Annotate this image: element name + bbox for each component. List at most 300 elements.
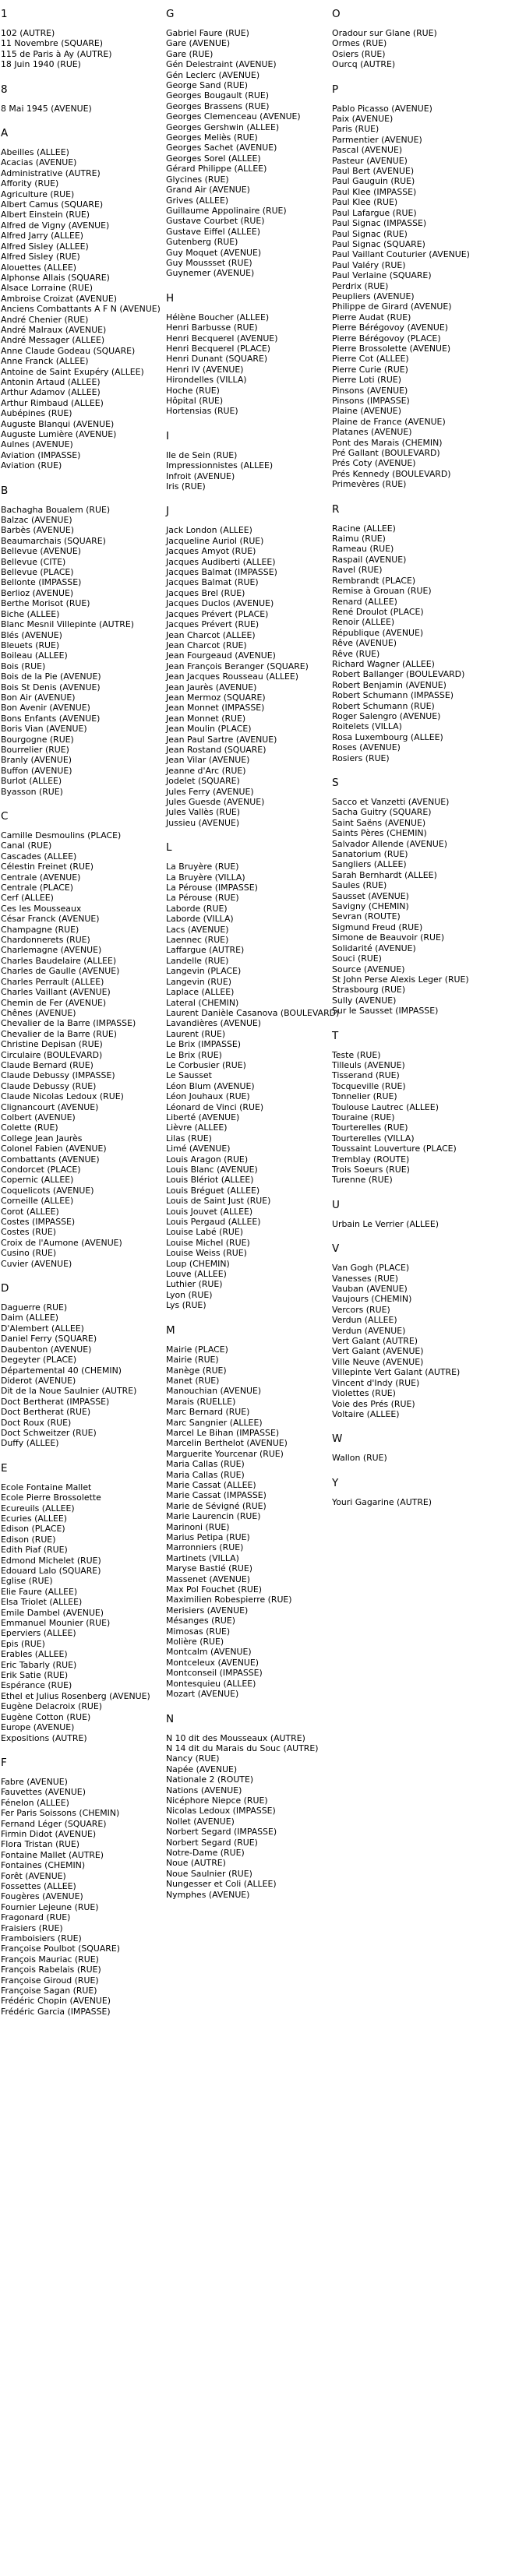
- street-entry: Byasson (RUE): [1, 786, 63, 797]
- street-entry: Pablo Picasso (AVENUE): [332, 103, 432, 114]
- street-entry: Henri Barbusse (RUE): [166, 322, 258, 333]
- street-entry: Affority (RUE): [1, 178, 59, 189]
- street-entry: Le Brix (IMPASSE): [166, 1039, 242, 1050]
- street-entry: Dit de la Noue Saulnier (AUTRE): [1, 1386, 137, 1397]
- street-entry: Emile Dambel (AVENUE): [1, 1607, 104, 1618]
- street-entry: Marc Sangnier (ALLEE): [166, 1417, 263, 1428]
- street-entry: Bois (RUE): [1, 661, 46, 671]
- street-entry: Berthe Morisot (RUE): [1, 598, 90, 609]
- street-entry: Flora Tristan (RUE): [1, 1839, 80, 1850]
- street-entry: Paul Verlaine (SQUARE): [332, 270, 432, 281]
- street-entry: Guy Moussset (RUE): [166, 257, 252, 268]
- street-entry: Framboisiers (RUE): [1, 1933, 82, 1943]
- street-entry: Noue (AUTRE): [166, 1858, 226, 1869]
- letter-section: [166, 1324, 330, 1700]
- street-entry: Chemin de Fer (AVENUE): [1, 997, 107, 1008]
- street-entry: Duffy (ALLEE): [1, 1438, 59, 1449]
- street-entry: Pierre Loti (RUE): [332, 375, 401, 386]
- street-entry: N 10 dit des Mousseaux (AUTRE): [166, 1732, 305, 1743]
- street-entry: Cascades (ALLEE): [1, 851, 77, 862]
- street-entry: 8 Mai 1945 (AVENUE): [1, 103, 92, 114]
- street-entry: Louis Blériot (ALLEE): [166, 1175, 254, 1186]
- street-list: [166, 28, 330, 279]
- letter-section: [1, 1757, 165, 2017]
- street-entry: Jean Monnet (IMPASSE): [166, 703, 265, 714]
- street-entry: Jean Mermoz (SQUARE): [166, 692, 266, 703]
- letter-section: [332, 1030, 519, 1186]
- street-entry: Jean Jaurès (AVENUE): [166, 682, 257, 692]
- street-entry: Raspail (AVENUE): [332, 554, 407, 565]
- street-entry: Anciens Combattants A F N (AVENUE): [1, 304, 161, 315]
- letter-section: [332, 503, 519, 763]
- street-entry: Rosiers (RUE): [332, 752, 390, 763]
- street-entry: Doct Bertherat (IMPASSE): [1, 1396, 110, 1407]
- index-column: [330, 8, 519, 2030]
- street-entry: Ambroise Croizat (AVENUE): [1, 293, 117, 304]
- street-entry: Raimu (RUE): [332, 534, 386, 544]
- street-entry: Bons Enfants (AVENUE): [1, 713, 101, 724]
- section-letter-heading: R: [332, 502, 340, 516]
- street-entry: Nationale 2 (ROUTE): [166, 1774, 254, 1785]
- street-entry: La Bruyère (VILLA): [166, 872, 245, 883]
- street-entry: Fontaines (CHEMIN): [1, 1860, 86, 1871]
- letter-section: [332, 777, 519, 1017]
- street-entry: Sangliers (ALLEE): [332, 859, 407, 870]
- letter-section: [166, 292, 330, 417]
- street-entry: Louis Pergaud (ALLEE): [166, 1217, 261, 1228]
- street-entry: Mimosas (RUE): [166, 1626, 231, 1637]
- street-entry: Souci (RUE): [332, 953, 382, 964]
- street-entry: St John Perse Alexis Leger (RUE): [332, 974, 469, 985]
- street-entry: Paul Signac (IMPASSE): [332, 218, 427, 229]
- street-entry: Christine Depisan (RUE): [1, 1039, 103, 1050]
- street-entry: Paix (AVENUE): [332, 114, 394, 125]
- letter-section: [1, 1282, 165, 1449]
- street-entry: Iris (RUE): [166, 481, 206, 492]
- section-letter-heading: L: [166, 841, 172, 855]
- street-entry: Costes (IMPASSE): [1, 1217, 76, 1228]
- street-entry: Jacques Brel (RUE): [166, 587, 245, 598]
- street-entry: Robert Benjamin (AVENUE): [332, 679, 447, 690]
- street-entry: 11 Novembre (SQUARE): [1, 38, 104, 49]
- street-entry: Bois de la Pie (AVENUE): [1, 671, 101, 682]
- section-letter-heading: 1: [1, 8, 8, 20]
- street-entry: Alphonse Allais (SQUARE): [1, 272, 110, 283]
- street-entry: Max Pol Fouchet (RUE): [166, 1584, 262, 1595]
- street-entry: Chevalier de la Barre (IMPASSE): [1, 1018, 136, 1029]
- street-entry: André Chenier (RUE): [1, 314, 89, 325]
- street-entry: Guillaume Appolinaire (RUE): [166, 205, 287, 216]
- street-entry: Centrale (PLACE): [1, 883, 73, 893]
- street-entry: Firmin Didot (AVENUE): [1, 1828, 97, 1839]
- street-entry: Aviation (RUE): [1, 460, 62, 471]
- street-entry: Guynemer (AVENUE): [166, 268, 255, 279]
- street-entry: Pré Gallant (BOULEVARD): [332, 448, 440, 459]
- street-entry: Oradour sur Glane (RUE): [332, 28, 437, 38]
- street-entry: Administrative (AUTRE): [1, 167, 101, 178]
- street-entry: Bellevue (CITE): [1, 556, 66, 567]
- street-entry: Louise Michel (RUE): [166, 1237, 250, 1248]
- street-entry: Plaine (AVENUE): [332, 406, 401, 417]
- street-entry: Grives (ALLEE): [166, 195, 229, 206]
- street-entry: Gabriel Faure (RUE): [166, 28, 249, 38]
- index-column: [0, 8, 165, 2030]
- street-entry: Limé (AVENUE): [166, 1144, 231, 1154]
- street-entry: Lilas (RUE): [166, 1133, 212, 1144]
- street-entry: Pierre Audat (RUE): [332, 312, 411, 322]
- street-entry: Laborde (VILLA): [166, 914, 234, 925]
- street-entry: Léonard de Vinci (RUE): [166, 1101, 264, 1112]
- street-entry: George Sand (RUE): [166, 80, 248, 91]
- street-entry: Infroit (AVENUE): [166, 470, 235, 481]
- street-entry: Trois Soeurs (RUE): [332, 1165, 410, 1175]
- letter-section: [1, 1462, 165, 1743]
- street-entry: Epis (RUE): [1, 1638, 45, 1649]
- street-entry: Saules (RUE): [332, 880, 387, 891]
- letter-section: [166, 1713, 330, 1901]
- letter-section: [1, 127, 165, 471]
- street-entry: Mairie (RUE): [166, 1355, 219, 1366]
- street-entry: Pascal (AVENUE): [332, 145, 403, 156]
- street-entry: Marinoni (RUE): [166, 1521, 230, 1532]
- street-entry: Edith Piaf (RUE): [1, 1545, 68, 1556]
- street-entry: Tonnelier (RUE): [332, 1091, 397, 1102]
- street-entry: Paul Gauguin (RUE): [332, 176, 415, 187]
- street-entry: Jules Vallès (RUE): [166, 807, 241, 818]
- street-entry: Vercors (RUE): [332, 1304, 390, 1315]
- street-entry: 115 de Paris à Ay (AUTRE): [1, 48, 112, 59]
- street-entry: Départemental 40 (CHEMIN): [1, 1365, 122, 1376]
- street-entry: Lavandières (AVENUE): [166, 1018, 262, 1029]
- street-entry: Fabre (AVENUE): [1, 1776, 68, 1787]
- street-entry: Paul Vaillant Couturier (AVENUE): [332, 249, 470, 260]
- street-entry: Corot (ALLEE): [1, 1206, 59, 1217]
- street-entry: Violettes (RUE): [332, 1388, 396, 1399]
- street-entry: Remise à Grouan (RUE): [332, 586, 432, 597]
- street-entry: Rêve (AVENUE): [332, 638, 397, 649]
- street-entry: Jacques Amyot (RUE): [166, 546, 256, 557]
- street-entry: Nations (AVENUE): [166, 1785, 242, 1795]
- street-entry: Gare (RUE): [166, 48, 214, 59]
- street-entry: François Mauriac (RUE): [1, 1954, 99, 1965]
- street-entry: Laborde (RUE): [166, 903, 228, 914]
- street-entry: Fénelon (ALLEE): [1, 1797, 69, 1808]
- street-entry: Turenne (RUE): [332, 1175, 393, 1186]
- street-entry: Jeanne d'Arc (RUE): [166, 765, 246, 776]
- street-entry: Beaumarchais (SQUARE): [1, 535, 106, 546]
- street-entry: Maria Callas (RUE): [166, 1459, 245, 1470]
- street-entry: Lacs (AVENUE): [166, 924, 229, 935]
- street-entry: Philippe de Girard (AVENUE): [332, 301, 452, 312]
- street-entry: Vaujours (CHEMIN): [332, 1294, 412, 1305]
- street-entry: Pierre Bérégovoy (AVENUE): [332, 322, 449, 333]
- street-entry: César Franck (AVENUE): [1, 914, 100, 925]
- street-entry: Prés Coty (AVENUE): [332, 458, 416, 469]
- street-entry: Loup (CHEMIN): [166, 1258, 230, 1269]
- street-entry: Simone de Beauvoir (RUE): [332, 932, 445, 943]
- section-letter-heading: P: [332, 83, 339, 96]
- street-entry: Expositions (AUTRE): [1, 1732, 87, 1743]
- street-entry: Gén Leclerc (AVENUE): [166, 69, 260, 80]
- street-entry: Emmanuel Mounier (RUE): [1, 1618, 111, 1629]
- street-entry: Montceleux (AVENUE): [166, 1657, 259, 1668]
- street-entry: Hortensias (RUE): [166, 406, 238, 417]
- street-entry: Georges Brassens (RUE): [166, 100, 270, 111]
- street-entry: La Pérouse (IMPASSE): [166, 883, 258, 893]
- street-entry: Wallon (RUE): [332, 1453, 387, 1464]
- street-entry: Fougères (AVENUE): [1, 1891, 83, 1902]
- street-list: [166, 1344, 330, 1700]
- street-entry: Fragonard (RUE): [1, 1912, 71, 1923]
- street-entry: Tourterelles (VILLA): [332, 1133, 415, 1144]
- section-letter-heading: T: [332, 1029, 339, 1042]
- street-entry: Grand Air (AVENUE): [166, 185, 250, 196]
- street-entry: Plaine de France (AVENUE): [332, 416, 446, 427]
- street-entry: Léon Blum (AVENUE): [166, 1080, 255, 1091]
- street-entry: Nungesser et Coli (ALLEE): [166, 1879, 277, 1890]
- street-entry: Hôpital (RUE): [166, 396, 224, 406]
- letter-section: [166, 841, 340, 1311]
- street-entry: Laffargue (AUTRE): [166, 945, 245, 956]
- street-entry: Jean François Beranger (SQUARE): [166, 661, 309, 671]
- street-entry: Marie Cassat (ALLEE): [166, 1479, 256, 1490]
- street-entry: Molière (RUE): [166, 1637, 224, 1647]
- street-entry: Vincent d'Indy (RUE): [332, 1377, 420, 1388]
- street-entry: Voie des Prés (RUE): [332, 1398, 415, 1409]
- street-entry: Alsace Lorraine (RUE): [1, 283, 93, 294]
- street-entry: Paul Bert (AVENUE): [332, 166, 415, 177]
- street-entry: François Rabelais (RUE): [1, 1965, 101, 1975]
- street-entry: Tilleuls (AVENUE): [332, 1059, 405, 1070]
- street-entry: Le Corbusier (RUE): [166, 1059, 246, 1070]
- street-entry: Massenet (AVENUE): [166, 1573, 251, 1584]
- street-entry: Louis de Saint Just (RUE): [166, 1196, 271, 1207]
- street-entry: Roger Salengro (AVENUE): [332, 710, 441, 721]
- street-entry: Corneille (ALLEE): [1, 1196, 74, 1207]
- street-list: [1, 1302, 165, 1449]
- street-entry: Robert Schumann (IMPASSE): [332, 690, 454, 701]
- street-entry: Canal (RUE): [1, 840, 52, 851]
- street-list: [332, 104, 519, 490]
- street-entry: Jean Monnet (RUE): [166, 713, 246, 724]
- street-entry: Montconseil (IMPASSE): [166, 1668, 263, 1679]
- street-list: [332, 1453, 519, 1463]
- street-entry: Antonin Artaud (ALLEE): [1, 376, 101, 387]
- street-entry: Hélène Boucher (ALLEE): [166, 312, 270, 322]
- street-entry: Hirondelles (VILLA): [166, 375, 247, 386]
- street-entry: Claude Debussy (RUE): [1, 1080, 97, 1091]
- section-letter-heading: 8: [1, 83, 8, 96]
- street-entry: Jean Vilar (AVENUE): [166, 755, 250, 766]
- street-entry: Parmentier (AVENUE): [332, 134, 422, 145]
- street-entry: Louise Labé (RUE): [166, 1227, 244, 1238]
- street-entry: Cuvier (AVENUE): [1, 1258, 72, 1269]
- letter-section: [166, 8, 330, 279]
- street-entry: Charles de Gaulle (AVENUE): [1, 966, 120, 977]
- street-entry: Noue Saulnier (RUE): [166, 1868, 252, 1879]
- street-entry: Paul Lafargue (RUE): [332, 207, 417, 218]
- street-list: [332, 1219, 519, 1229]
- street-entry: Osiers (RUE): [332, 48, 386, 59]
- street-entry: Edmond Michelet (RUE): [1, 1555, 101, 1566]
- street-entry: Paul Signac (RUE): [332, 228, 408, 239]
- street-entry: Saints Pères (CHEMIN): [332, 828, 427, 839]
- section-letter-heading: E: [1, 1461, 8, 1475]
- street-entry: Maryse Bastié (RUE): [166, 1563, 253, 1574]
- letter-section: [332, 1199, 519, 1229]
- street-list: [1, 147, 165, 471]
- street-entry: Ecureuils (ALLEE): [1, 1503, 75, 1514]
- letter-section: [1, 485, 165, 797]
- street-entry: Gustave Courbet (RUE): [166, 216, 265, 227]
- street-entry: Roses (AVENUE): [332, 742, 401, 753]
- street-entry: Bois St Denis (AVENUE): [1, 682, 101, 692]
- street-entry: Verdun (ALLEE): [332, 1315, 397, 1326]
- street-entry: Marguerite Yourcenar (RUE): [166, 1448, 284, 1459]
- street-entry: Colette (RUE): [1, 1122, 58, 1133]
- section-letter-heading: C: [1, 810, 9, 823]
- street-entry: Manège (RUE): [166, 1365, 227, 1376]
- street-list: [1, 28, 165, 70]
- street-list: [166, 525, 330, 828]
- street-entry: Glycines (RUE): [166, 174, 229, 185]
- street-entry: Sully (AVENUE): [332, 995, 397, 1006]
- street-entry: Le Sausset: [166, 1070, 212, 1081]
- street-entry: Elie Faure (ALLEE): [1, 1586, 78, 1597]
- street-entry: Roitelets (VILLA): [332, 721, 402, 732]
- street-entry: Marc Bernard (RUE): [166, 1407, 250, 1418]
- street-entry: Aubépines (RUE): [1, 408, 72, 419]
- street-entry: Norbert Segard (IMPASSE): [166, 1827, 277, 1838]
- street-entry: Ecole Fontaine Mallet: [1, 1482, 92, 1492]
- street-entry: Circulaire (BOULEVARD): [1, 1049, 103, 1060]
- street-entry: Touraine (RUE): [332, 1112, 395, 1122]
- street-entry: Sigmund Freud (RUE): [332, 922, 423, 932]
- street-entry: Laurent (RUE): [166, 1028, 226, 1039]
- street-entry: Rosa Luxembourg (ALLEE): [332, 731, 443, 742]
- street-entry: Prés Kennedy (BOULEVARD): [332, 468, 451, 479]
- street-entry: Perdrix (RUE): [332, 280, 389, 291]
- street-entry: Doct Bertherat (RUE): [1, 1407, 91, 1418]
- street-entry: Tisserand (RUE): [332, 1070, 400, 1081]
- street-entry: Elsa Triolet (ALLEE): [1, 1597, 83, 1608]
- section-letter-heading: G: [166, 8, 175, 20]
- street-entry: Erables (ALLEE): [1, 1649, 68, 1660]
- street-entry: Copernic (ALLEE): [1, 1175, 74, 1186]
- street-entry: Nicéphore Niepce (RUE): [166, 1795, 268, 1806]
- street-entry: Guy Moquet (AVENUE): [166, 247, 262, 258]
- street-entry: Rameau (RUE): [332, 544, 394, 555]
- street-entry: La Bruyère (RUE): [166, 862, 239, 872]
- index-column: [165, 8, 340, 2030]
- street-entry: Saint Saëns (AVENUE): [332, 817, 426, 828]
- street-entry: Acacias (AVENUE): [1, 157, 77, 168]
- street-entry: Toulouse Lautrec (ALLEE): [332, 1101, 439, 1112]
- street-entry: Condorcet (PLACE): [1, 1165, 81, 1175]
- street-entry: Marronniers (RUE): [166, 1542, 244, 1553]
- street-entry: Bon Air (AVENUE): [1, 692, 76, 703]
- street-entry: Nymphes (AVENUE): [166, 1889, 250, 1900]
- street-entry: Biche (ALLEE): [1, 608, 60, 619]
- street-entry: Luthier (RUE): [166, 1279, 223, 1290]
- street-entry: Lyon (RUE): [166, 1289, 213, 1300]
- street-entry: 18 Juin 1940 (RUE): [1, 59, 81, 70]
- street-entry: Ethel et Julius Rosenberg (AVENUE): [1, 1690, 150, 1701]
- street-entry: Antoine de Saint Exupéry (ALLEE): [1, 366, 144, 377]
- street-entry: Jean Jacques Rousseau (ALLEE): [166, 671, 299, 682]
- street-entry: Jack London (ALLEE): [166, 525, 252, 536]
- street-entry: Frédéric Chopin (AVENUE): [1, 1996, 111, 2007]
- street-entry: Arthur Rimbaud (ALLEE): [1, 397, 104, 408]
- street-entry: Henri Becquerel (PLACE): [166, 343, 270, 354]
- street-entry: Diderot (AVENUE): [1, 1375, 76, 1386]
- street-entry: Sacha Guitry (SQUARE): [332, 807, 432, 818]
- letter-section: [166, 505, 330, 828]
- street-entry: Degeyter (PLACE): [1, 1355, 77, 1366]
- street-entry: Vauban (AVENUE): [332, 1284, 408, 1295]
- street-entry: Vanesses (RUE): [332, 1273, 398, 1284]
- street-entry: Champagne (RUE): [1, 924, 79, 935]
- street-entry: Fer Paris Soissons (CHEMIN): [1, 1808, 120, 1819]
- street-entry: Laennec (RUE): [166, 935, 229, 946]
- street-entry: Bellevue (PLACE): [1, 567, 74, 578]
- street-entry: Blés (AVENUE): [1, 629, 62, 640]
- street-entry: Louis Aragon (RUE): [166, 1154, 249, 1165]
- street-entry: Louis Bréguet (ALLEE): [166, 1185, 260, 1196]
- street-entry: Frédéric Garcia (IMPASSE): [1, 2006, 111, 2017]
- street-entry: N 14 dit du Marais du Souc (AUTRE): [166, 1743, 319, 1753]
- street-entry: Lys (RUE): [166, 1300, 207, 1311]
- street-entry: Colonel Fabien (AVENUE): [1, 1144, 107, 1154]
- street-entry: Chardonnerets (RUE): [1, 935, 90, 946]
- street-entry: Paul Klee (IMPASSE): [332, 186, 417, 197]
- street-entry: Françoise Poulbot (SQUARE): [1, 1943, 120, 1954]
- street-list: [1, 830, 165, 1269]
- street-entry: Sanatorium (RUE): [332, 849, 408, 860]
- street-entry: Fauvettes (AVENUE): [1, 1787, 86, 1798]
- street-entry: Anne Franck (ALLEE): [1, 356, 89, 367]
- street-entry: Teste (RUE): [332, 1049, 381, 1060]
- street-entry: Auguste Lumière (AVENUE): [1, 429, 117, 439]
- street-entry: Bachagha Boualem (RUE): [1, 504, 111, 515]
- street-entry: Colbert (AVENUE): [1, 1112, 76, 1122]
- street-entry: Fernand Léger (SQUARE): [1, 1818, 107, 1829]
- street-list: [166, 450, 330, 492]
- street-entry: Chevalier de la Barre (RUE): [1, 1028, 118, 1039]
- street-entry: Villepinte Vert Galant (AUTRE): [332, 1367, 461, 1378]
- street-entry: Rembrandt (PLACE): [332, 575, 416, 586]
- street-entry: La Pérouse (RUE): [166, 893, 239, 904]
- street-entry: Ravel (RUE): [332, 565, 383, 576]
- street-entry: Bourrelier (RUE): [1, 744, 69, 755]
- street-entry: Notre-Dame (RUE): [166, 1847, 245, 1858]
- street-entry: Gustave Eiffel (ALLEE): [166, 226, 261, 237]
- street-entry: Fournier Lejeune (RUE): [1, 1901, 99, 1912]
- street-entry: Jules Ferry (AVENUE): [166, 786, 254, 797]
- street-entry: Alfred Sisley (RUE): [1, 252, 80, 263]
- street-entry: Ecuries (ALLEE): [1, 1513, 67, 1524]
- street-entry: Marie Cassat (IMPASSE): [166, 1490, 267, 1501]
- street-entry: Eugène Cotton (RUE): [1, 1711, 91, 1722]
- street-entry: Gare (AVENUE): [166, 38, 231, 49]
- street-entry: Racine (ALLEE): [332, 523, 396, 534]
- street-entry: Jacques Duclos (AVENUE): [166, 598, 274, 609]
- street-entry: Source (AVENUE): [332, 964, 405, 974]
- street-entry: Daim (ALLEE): [1, 1313, 59, 1323]
- street-entry: Jean Paul Sartre (AVENUE): [166, 734, 277, 745]
- street-entry: Albert Camus (SQUARE): [1, 199, 104, 210]
- street-entry: Europe (AVENUE): [1, 1722, 75, 1733]
